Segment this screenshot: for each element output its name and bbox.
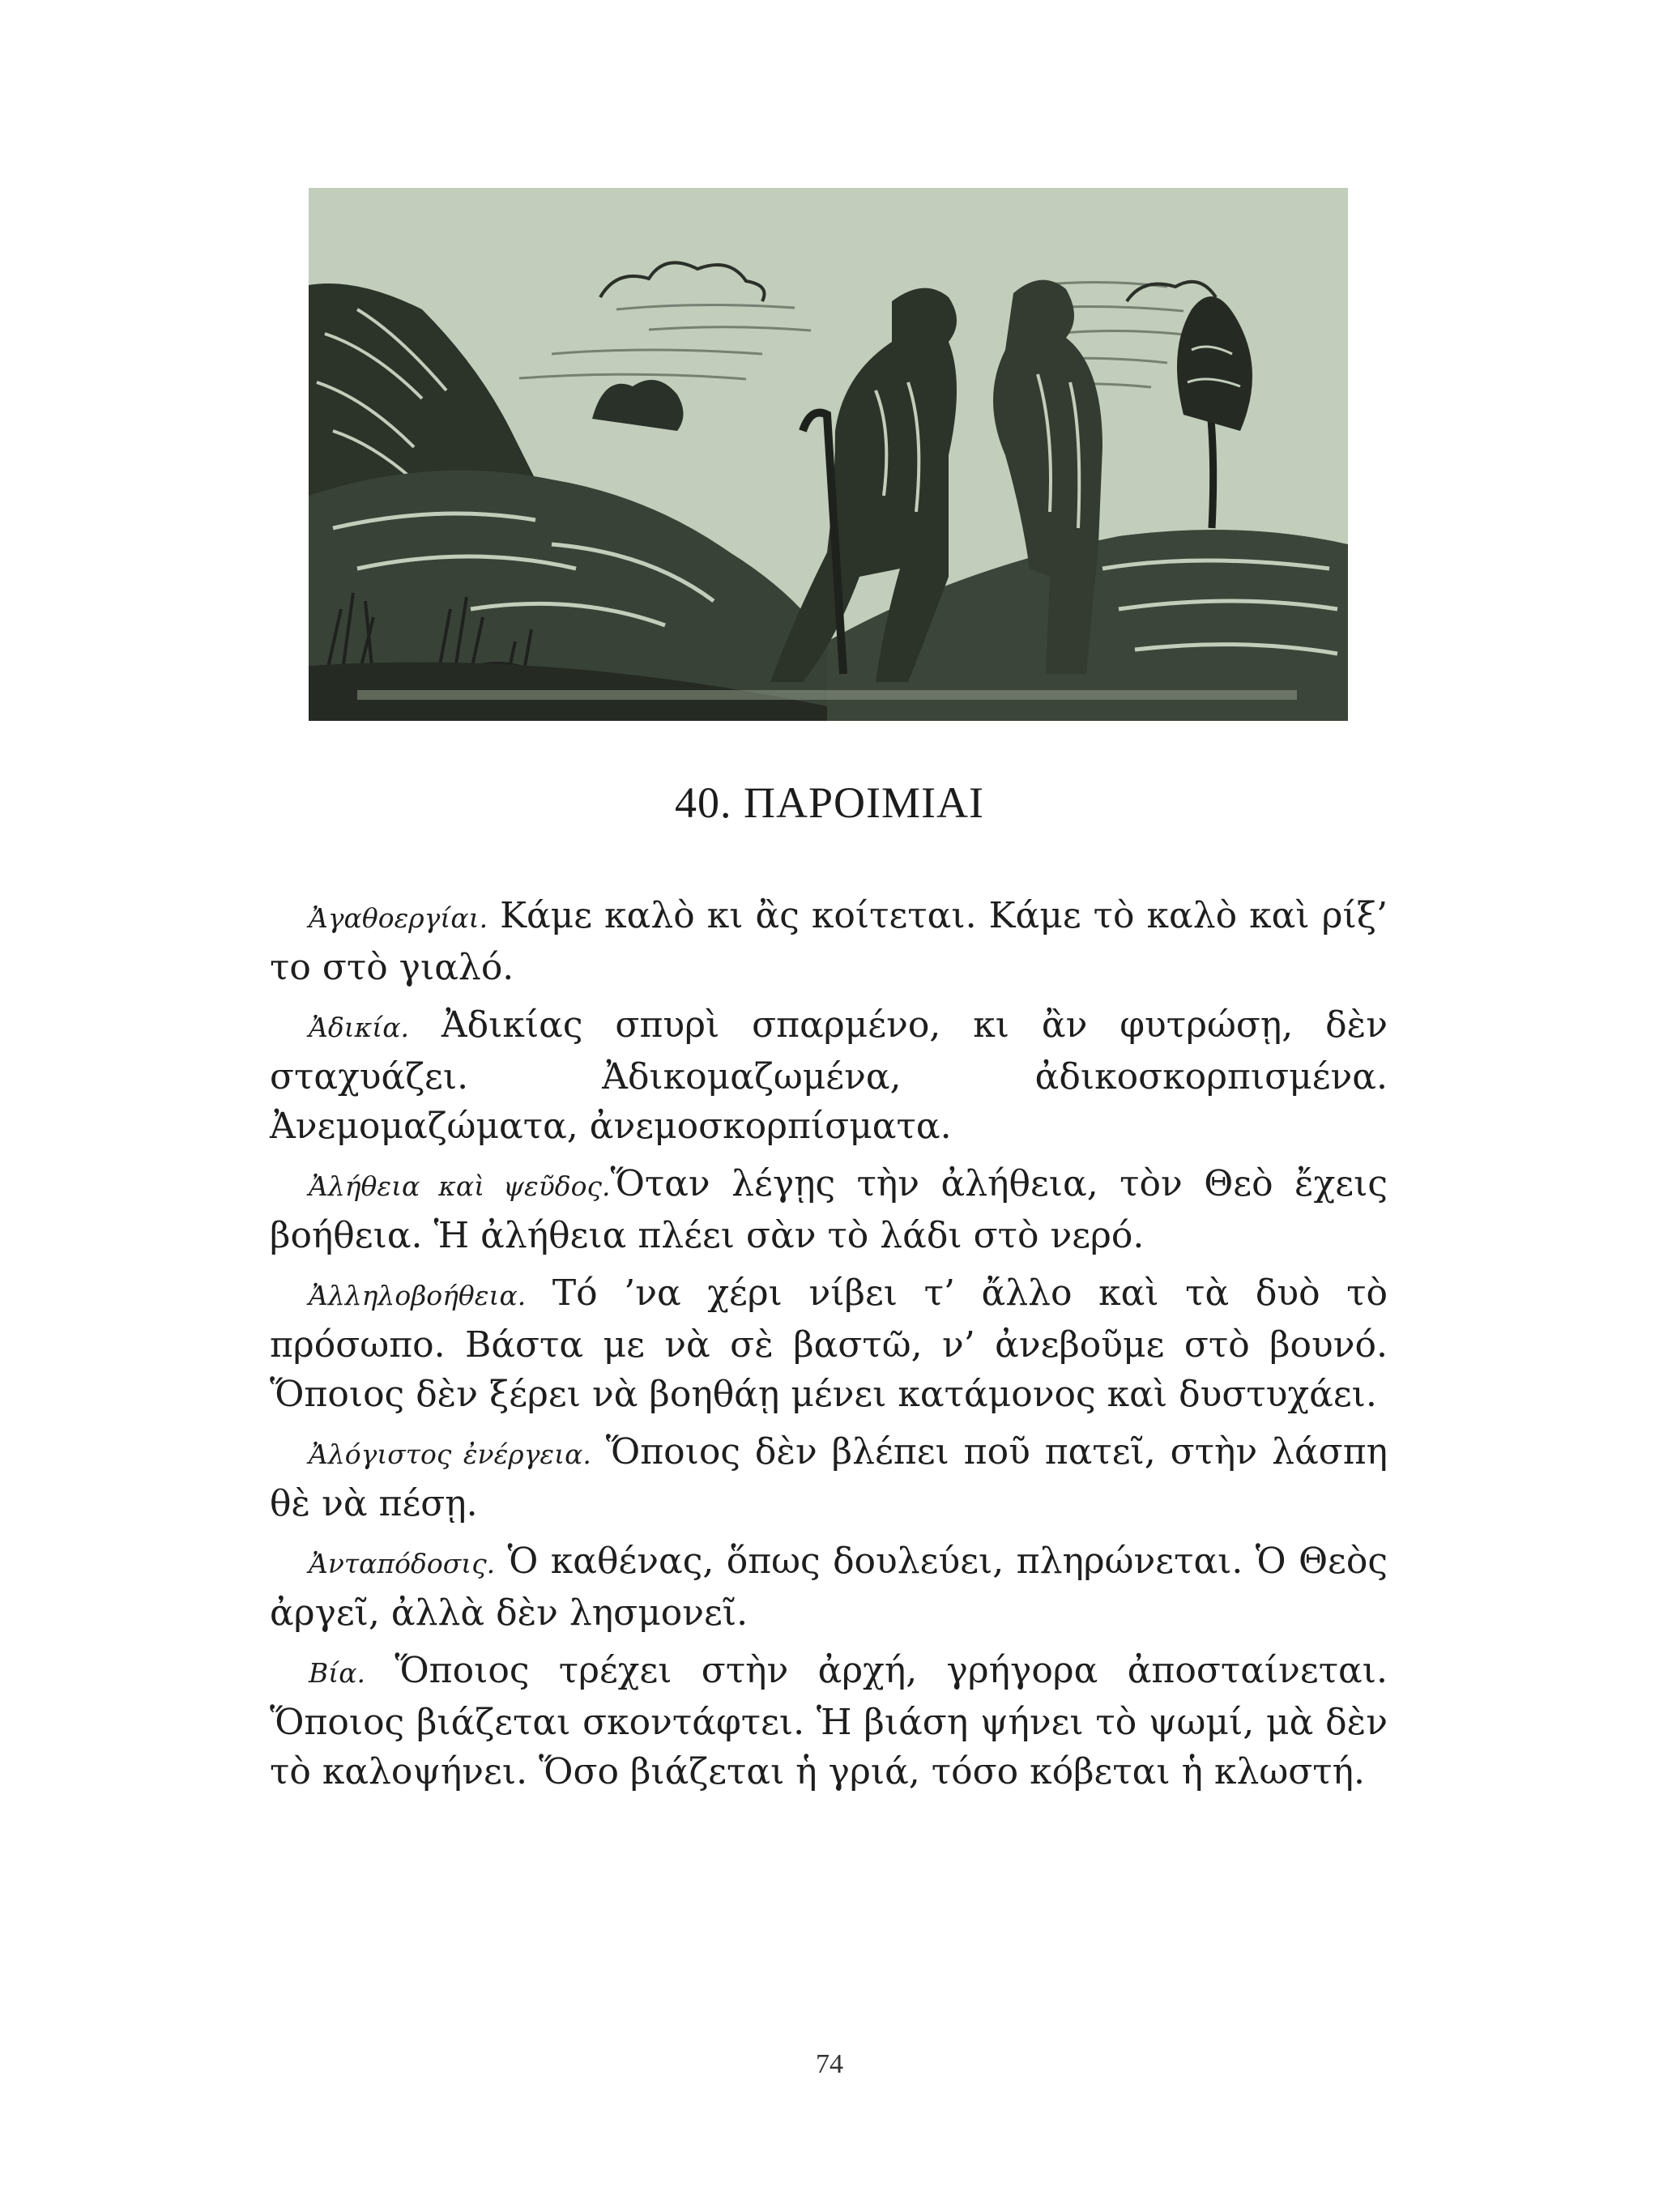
proverb-term: Ἀλληλοβοήθεια.: [309, 1280, 527, 1311]
proverb-paragraph: [270, 1427, 1388, 1528]
proverb-term: Ἀγαθοεργίαι.: [309, 902, 488, 934]
proverb-term: Ἀδικία.: [309, 1012, 409, 1043]
proverb-paragraph: [270, 1646, 1388, 1796]
proverb-paragraph: [270, 1268, 1388, 1419]
proverb-text: Τό ’να χέρι νίβει τ’ ἄλλο καὶ τὰ δυὸ τὸ πρόσωπο. Βάστα με νὰ σὲ βαστῶ, ν’ ἀνεβοῦμε στὸ βουνό. Ὅποιος δὲν ξέρει νὰ βοηθάῃ μένει κατάμονος καὶ δυστυχάει.: [270, 1272, 1388, 1415]
proverb-text: Ὅποιος τρέχει στὴν ἀρχή, γρήγορα ἀποσταίνεται. Ὅποιος βιάζεται σκοντάφτει. Ἡ βιάση ψήνει τὸ ψωμί, μὰ δὲν τὸ καλοψήνει. Ὅσο βιάζεται ἡ γριά, τόσο κόβεται ἡ κλωστή.: [270, 1650, 1388, 1792]
proverb-text: Ὁ καθένας, ὅπως δουλεύει, πληρώνεται. Ὁ Θεὸς ἀργεῖ, ἀλλὰ δὲν λησμονεῖ.: [270, 1541, 1388, 1634]
chapter-title: 40. ΠΑΡΟΙΜΙΑΙ: [675, 778, 984, 827]
proverb-text: Κάμε καλὸ κι ἂς κοίτεται. Κάμε τὸ καλὸ καὶ ρίξ’ το στὸ γιαλό.: [270, 895, 1388, 988]
two-men-walking-landscape-image: [309, 188, 1348, 721]
proverb-term: Βία.: [309, 1657, 365, 1689]
proverb-text: Ὅταν λέγῃς τὴν ἀλήθεια, τὸν Θεὸ ἔχεις βοήθεια. Ἡ ἀλήθεια πλέει σὰν τὸ λάδι στὸ νερό.: [270, 1163, 1388, 1256]
proverb-paragraph: [270, 891, 1388, 992]
proverb-paragraph: [270, 1536, 1388, 1638]
proverbs-body: [270, 891, 1388, 1805]
proverb-text: Ὅποιος δὲν βλέπει ποῦ πατεῖ, στὴν λάσπη θὲ νὰ πέσῃ.: [270, 1431, 1388, 1524]
proverb-term: Ἀνταπόδοσις.: [309, 1548, 496, 1579]
proverb-paragraph: [270, 1000, 1388, 1151]
proverb-paragraph: [270, 1159, 1388, 1260]
proverb-term: Ἀλήθεια καὶ ψεῦδος.: [309, 1170, 611, 1202]
page-number: 74: [816, 2049, 843, 2079]
proverb-term: Ἀλόγιστος ἐνέργεια.: [309, 1438, 591, 1470]
woodcut-illustration: [309, 188, 1348, 721]
proverb-text: Ἀδικίας σπυρὶ σπαρμένο, κι ἂν φυτρώσῃ, δὲν σταχυάζει. Ἀδικομαζωμένα, ἀδικοσκορπισμένα. Ἀνεμομαζώματα, ἀνεμοσκορπίσματα.: [270, 1004, 1388, 1147]
